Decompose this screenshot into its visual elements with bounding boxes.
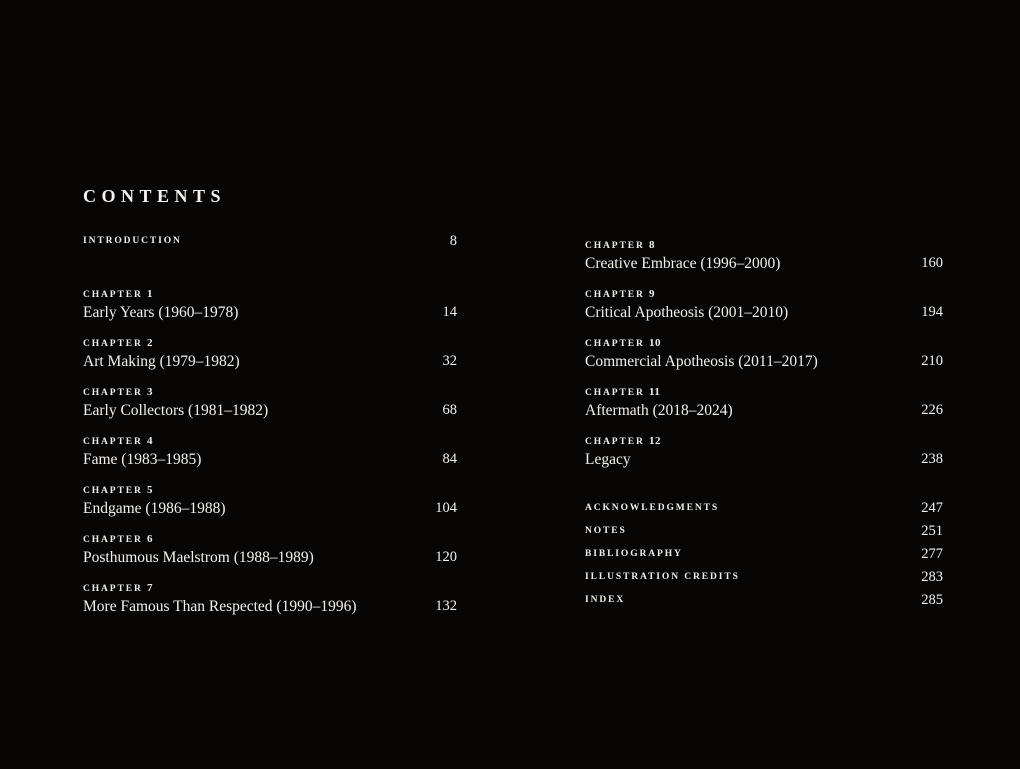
toc-entry-chapter-9[interactable] bbox=[585, 288, 957, 323]
toc-entry-titleline bbox=[83, 402, 455, 421]
toc-entry-page: 194 bbox=[921, 304, 943, 320]
toc-entry-titleline bbox=[83, 304, 455, 323]
toc-kicker-number: 10 bbox=[649, 337, 662, 349]
toc-entry-chapter-2[interactable] bbox=[83, 337, 455, 372]
toc-entry-chapter-11[interactable] bbox=[585, 386, 957, 421]
toc-entry-introduction[interactable] bbox=[83, 233, 457, 252]
toc-entry-kicker bbox=[585, 337, 957, 349]
toc-kicker-number: 4 bbox=[147, 435, 154, 447]
toc-kicker-word: CHAPTER bbox=[83, 486, 143, 496]
toc-kicker-word: CHAPTER bbox=[83, 584, 143, 594]
back-matter-label: BIBLIOGRAPHY bbox=[585, 549, 683, 559]
toc-entry-kicker bbox=[83, 435, 455, 447]
back-matter-page: 251 bbox=[921, 523, 943, 539]
toc-entry-titleline bbox=[83, 451, 455, 470]
toc-entry-title: Creative Embrace (1996–2000) bbox=[585, 255, 781, 272]
toc-entry-title: Early Years (1960–1978) bbox=[83, 304, 239, 321]
toc-entry-chapter-6[interactable] bbox=[83, 533, 455, 568]
toc-entry-chapter-7[interactable] bbox=[83, 582, 455, 617]
back-matter-row-notes[interactable] bbox=[585, 523, 957, 546]
toc-kicker-number: 9 bbox=[649, 288, 656, 300]
back-matter-row-index[interactable] bbox=[585, 592, 957, 615]
toc-kicker-word: CHAPTER bbox=[585, 339, 645, 349]
toc-entry-title: Commercial Apotheosis (2011–2017) bbox=[585, 353, 818, 370]
toc-entry-kicker bbox=[83, 582, 455, 594]
toc-kicker-number: 7 bbox=[147, 582, 154, 594]
toc-kicker-word: CHAPTER bbox=[83, 388, 143, 398]
toc-entry-chapter-5[interactable] bbox=[83, 484, 455, 519]
back-matter-list bbox=[585, 500, 957, 615]
toc-kicker-word: CHAPTER bbox=[585, 388, 645, 398]
back-matter-label: NOTES bbox=[585, 526, 627, 536]
back-matter-row-acknowledgments[interactable] bbox=[585, 500, 957, 523]
toc-kicker-number: 3 bbox=[147, 386, 154, 398]
toc-entry-page: 14 bbox=[442, 304, 457, 320]
back-matter-label: ACKNOWLEDGMENTS bbox=[585, 503, 720, 513]
toc-entry-page: 84 bbox=[442, 451, 457, 467]
toc-kicker-number: 5 bbox=[147, 484, 154, 496]
back-matter-page: 283 bbox=[921, 569, 943, 585]
toc-entry-titleline bbox=[585, 353, 957, 372]
toc-entry-kicker: INTRODUCTION bbox=[83, 236, 182, 246]
back-matter-label: INDEX bbox=[585, 595, 626, 605]
toc-entry-chapter-12[interactable] bbox=[585, 435, 957, 470]
toc-entry-page: 160 bbox=[921, 255, 943, 271]
toc-kicker-number: 1 bbox=[147, 288, 154, 300]
toc-entry-titleline bbox=[585, 304, 957, 323]
toc-entry-title: Critical Apotheosis (2001–2010) bbox=[585, 304, 789, 321]
toc-entry-titleline bbox=[83, 500, 455, 519]
toc-kicker-word: CHAPTER bbox=[83, 290, 143, 300]
toc-entry-titleline bbox=[83, 598, 455, 617]
toc-kicker-word: CHAPTER bbox=[585, 437, 645, 447]
toc-entry-page: 68 bbox=[442, 402, 457, 418]
back-matter-page: 247 bbox=[921, 500, 943, 516]
toc-entry-page: 104 bbox=[435, 500, 457, 516]
toc-entry-titleline bbox=[83, 549, 455, 568]
toc-entry-kicker bbox=[585, 386, 957, 398]
toc-kicker-word: CHAPTER bbox=[83, 339, 143, 349]
toc-entry-page: 226 bbox=[921, 402, 943, 418]
toc-entry-chapter-3[interactable] bbox=[83, 386, 455, 421]
toc-kicker-word: CHAPTER bbox=[83, 437, 143, 447]
toc-entry-page: 32 bbox=[442, 353, 457, 369]
toc-entry-kicker bbox=[83, 484, 455, 496]
toc-entry-titleline bbox=[585, 402, 957, 421]
back-matter-label: ILLUSTRATION CREDITS bbox=[585, 572, 740, 582]
toc-entry-chapter-8[interactable] bbox=[585, 239, 957, 274]
toc-entry-kicker bbox=[585, 288, 957, 300]
toc-entry-titleline bbox=[83, 353, 455, 372]
toc-kicker-word: CHAPTER bbox=[585, 241, 645, 251]
toc-entry-kicker bbox=[83, 533, 455, 545]
toc-entry-title: Aftermath (2018–2024) bbox=[585, 402, 733, 419]
back-matter-page: 277 bbox=[921, 546, 943, 562]
toc-entry-page: 132 bbox=[435, 598, 457, 614]
page-title: CONTENTS bbox=[83, 186, 227, 206]
toc-right-column bbox=[585, 239, 957, 615]
toc-entry-title: More Famous Than Respected (1990–1996) bbox=[83, 598, 357, 615]
toc-entry-chapter-4[interactable] bbox=[83, 435, 455, 470]
toc-kicker-number: 12 bbox=[649, 435, 662, 447]
toc-entry-kicker bbox=[83, 337, 455, 349]
toc-kicker-number: 8 bbox=[649, 239, 656, 251]
toc-kicker-word: CHAPTER bbox=[83, 535, 143, 545]
toc-entry-chapter-1[interactable] bbox=[83, 288, 455, 323]
toc-entry-kicker bbox=[83, 386, 455, 398]
back-matter-row-illustration-credits[interactable] bbox=[585, 569, 957, 592]
toc-kicker-word: CHAPTER bbox=[585, 290, 645, 300]
toc-left-column bbox=[83, 233, 457, 631]
toc-entry-kicker bbox=[585, 435, 957, 447]
toc-entry-page: 120 bbox=[435, 549, 457, 565]
back-matter-row-bibliography[interactable] bbox=[585, 546, 957, 569]
toc-entry-title: Legacy bbox=[585, 451, 631, 468]
toc-entry-kicker bbox=[585, 239, 957, 251]
toc-entry-title: Fame (1983–1985) bbox=[83, 451, 202, 468]
toc-entry-titleline bbox=[585, 451, 957, 470]
toc-entry-title: Endgame (1986–1988) bbox=[83, 500, 226, 517]
toc-entry-title: Posthumous Maelstrom (1988–1989) bbox=[83, 549, 314, 566]
toc-kicker-number: 2 bbox=[147, 337, 154, 349]
toc-entry-title: Early Collectors (1981–1982) bbox=[83, 402, 269, 419]
toc-entry-title: Art Making (1979–1982) bbox=[83, 353, 240, 370]
toc-entry-page: 238 bbox=[921, 451, 943, 467]
toc-entry-page: 8 bbox=[449, 233, 457, 249]
toc-entry-titleline bbox=[585, 255, 957, 274]
toc-kicker-number: 6 bbox=[147, 533, 154, 545]
back-matter-page: 285 bbox=[921, 592, 943, 608]
toc-entry-page: 210 bbox=[921, 353, 943, 369]
toc-kicker-number: 11 bbox=[649, 386, 661, 398]
toc-entry-kicker bbox=[83, 288, 455, 300]
toc-entry-chapter-10[interactable] bbox=[585, 337, 957, 372]
